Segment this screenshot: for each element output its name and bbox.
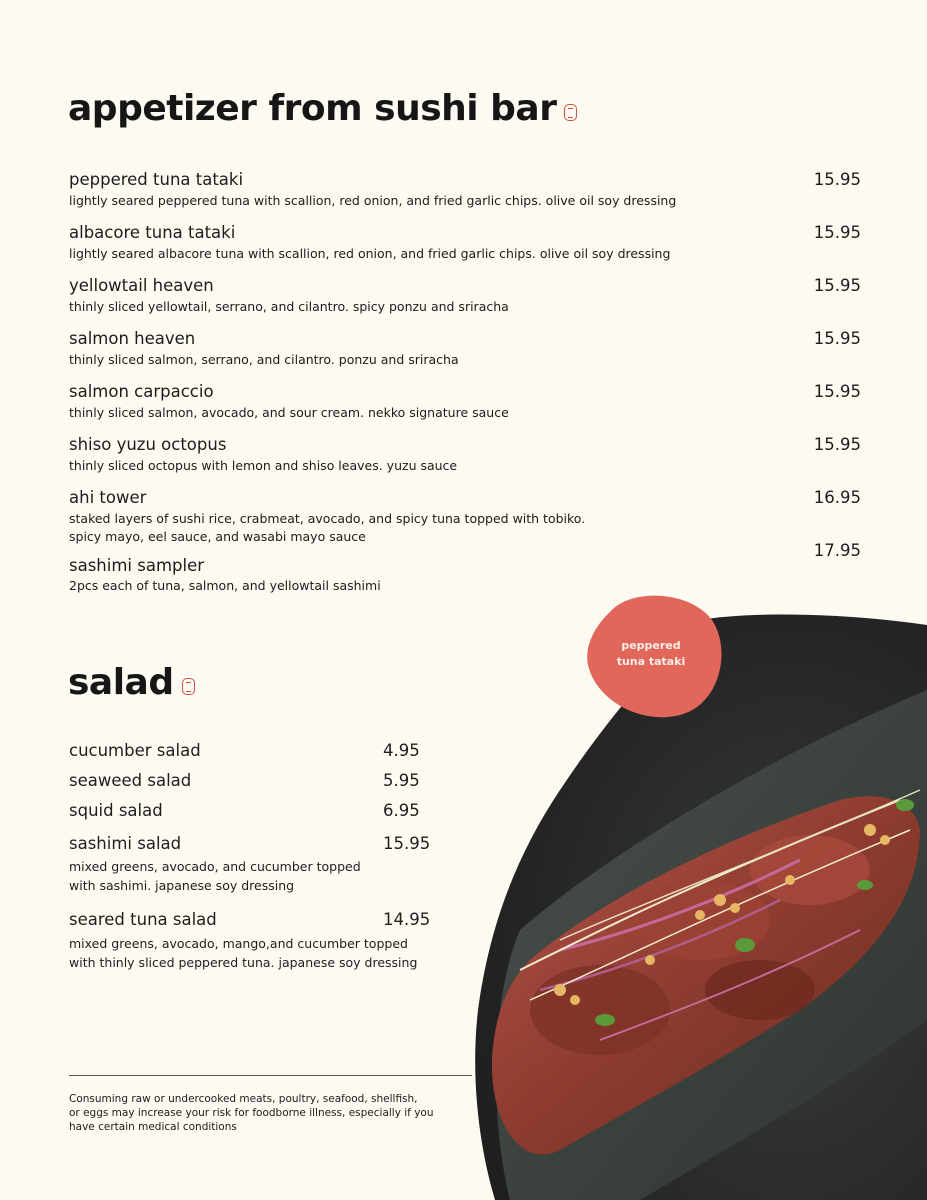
disclaimer-line: or eggs may increase your risk for foodborne illness, especially if you <box>69 1107 434 1119</box>
salad-heading <box>68 662 195 703</box>
menu-item-price: 5.95 <box>383 771 420 790</box>
photo-badge <box>592 638 710 670</box>
salad-title: salad <box>68 662 174 703</box>
appetizer-heading <box>68 88 577 129</box>
seal-icon <box>564 104 577 121</box>
menu-item-price: 15.95 <box>383 834 431 853</box>
menu-item-desc: 2pcs each of tuna, salmon, and yellowtail sashimi <box>69 578 381 593</box>
menu-item-desc: with sashimi. japanese soy dressing <box>69 878 295 893</box>
disclaimer-line: have certain medical conditions <box>69 1121 237 1133</box>
menu-item-price: 15.95 <box>813 382 861 401</box>
menu-item-price: 15.95 <box>813 435 861 454</box>
menu-item-name: sashimi sampler <box>69 556 205 575</box>
badge-line-1: peppered <box>621 639 681 652</box>
divider <box>69 1075 472 1076</box>
menu-item-desc: with thinly sliced peppered tuna. japanese soy dressing <box>69 955 418 970</box>
menu-item-name: salmon carpaccio <box>69 382 214 401</box>
menu-item-price: 14.95 <box>383 910 431 929</box>
menu-item-price: 15.95 <box>813 170 861 189</box>
disclaimer <box>69 1092 469 1134</box>
badge-line-2: tuna tataki <box>616 655 686 668</box>
menu-item-desc: thinly sliced octopus with lemon and shiso leaves. yuzu sauce <box>69 458 458 473</box>
menu-item-price: 15.95 <box>813 276 861 295</box>
menu-item-price: 6.95 <box>383 801 420 820</box>
menu-item-desc: spicy mayo, eel sauce, and wasabi mayo sauce <box>69 529 366 544</box>
menu-item-desc: lightly seared albacore tuna with scallion, red onion, and fried garlic chips. olive oil soy dressing <box>69 246 671 261</box>
menu-item-desc: mixed greens, avocado, and cucumber topped <box>69 859 361 874</box>
menu-item-desc: lightly seared peppered tuna with scallion, red onion, and fried garlic chips. olive oil soy dressing <box>69 193 677 208</box>
menu-item-desc: mixed greens, avocado, mango,and cucumber topped <box>69 936 408 951</box>
menu-item-name: salmon heaven <box>69 329 196 348</box>
menu-item-name: shiso yuzu octopus <box>69 435 227 454</box>
menu-item-price: 17.95 <box>813 541 861 560</box>
disclaimer-line: Consuming raw or undercooked meats, poultry, seafood, shellfish, <box>69 1093 418 1105</box>
menu-item-name: albacore tuna tataki <box>69 223 236 242</box>
menu-item-desc: thinly sliced yellowtail, serrano, and cilantro. spicy ponzu and sriracha <box>69 299 509 314</box>
menu-item-name: cucumber salad <box>69 741 201 760</box>
menu-item-name: seaweed salad <box>69 771 192 790</box>
menu-item-name: sashimi salad <box>69 834 182 853</box>
menu-item-desc: staked layers of sushi rice, crabmeat, avocado, and spicy tuna topped with tobiko. <box>69 511 586 526</box>
menu-item-desc: thinly sliced salmon, avocado, and sour cream. nekko signature sauce <box>69 405 509 420</box>
menu-item-name: squid salad <box>69 801 163 820</box>
menu-item-name: seared tuna salad <box>69 910 217 929</box>
menu-item-price: 4.95 <box>383 741 420 760</box>
menu-item-price: 16.95 <box>813 488 861 507</box>
menu-item-price: 15.95 <box>813 223 861 242</box>
appetizer-title: appetizer from sushi bar <box>68 88 557 129</box>
seal-icon <box>182 678 195 695</box>
menu-item-name: yellowtail heaven <box>69 276 214 295</box>
menu-item-desc: thinly sliced salmon, serrano, and cilantro. ponzu and sriracha <box>69 352 459 367</box>
menu-item-name: peppered tuna tataki <box>69 170 244 189</box>
menu-item-price: 15.95 <box>813 329 861 348</box>
menu-item-name: ahi tower <box>69 488 147 507</box>
